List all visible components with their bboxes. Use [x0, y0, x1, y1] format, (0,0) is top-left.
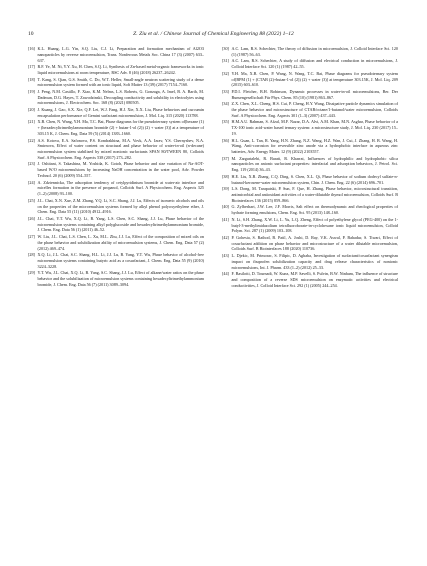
reference-item	[28, 252, 204, 269]
reference-text: H.E. Liu, X.R. Zhang, C.Q. Ding, S. Chen, X.L. Qi, Phase behavior of sodium dodecyl sulfate-n-butanol-kerosene-water microemulsion system, Chin. J. Chem. Eng. 22 (6) (2014) 696–701.	[231, 173, 398, 185]
reference-item	[28, 161, 204, 178]
reference-item	[222, 89, 398, 101]
reference-item	[222, 271, 398, 288]
reference-item	[222, 235, 398, 252]
reference-item	[28, 216, 204, 233]
reference-item	[28, 64, 204, 76]
reference-number: [20]	[28, 107, 35, 113]
reference-item	[28, 107, 204, 119]
reference-number: [32]	[222, 70, 229, 76]
references-right-column	[222, 46, 398, 289]
reference-number: [41]	[222, 216, 229, 222]
reference-item	[28, 77, 204, 89]
reference-item	[222, 58, 398, 70]
reference-number: [18]	[28, 76, 35, 82]
reference-text: J. Oshitani, S. Takashina, M. Yoshida, K. Gotoh, Phase behavior and size variation of Na-AOT-based W/O microemulsions by increasing NaOH concentration in the water pool, Adv. Powder Technol. 20 (6) (2009) 554–557.	[37, 161, 204, 178]
reference-number: [31]	[222, 58, 229, 64]
reference-text: J.L. Chai, Y.T. Wu, X.Q. Li, B. Yang, L.S. Chen, S.C. Shang, J.J. Lu, Phase behavior of the microemulsion systems containing alkyl polyglucoside and hexadecyltrimethylammonium bromide, J. Chem. Eng. Data 56 (1) (2011) 46–52.	[37, 215, 204, 233]
references-left-column	[28, 46, 204, 288]
reference-number: [39]	[222, 186, 229, 192]
reference-number: [35]	[222, 119, 229, 125]
reference-item	[28, 119, 204, 136]
reference-number: [38]	[222, 173, 229, 179]
reference-text: X.Q. Li, J.L. Chai, S.C. Shang, H.L. Li, J.J. Lu, B. Yang, Y.T. Wu, Phase behavior of alcohol-free microemulsion systems containing butyric acid as a cosurfactant, J. Chem. Eng. Data 55 (9) (2010) 3224–3228.	[37, 252, 204, 269]
reference-text: J.L. Chai, X.N. Xue, Z.M. Zhang, Y.Q. Li, S.C. Shang, J.J. Lu, Effects of isomeric alcohols and oils on the properties of the microemulsion systems formed by alkyl phenol polyoxyethylene ether, J. Chem. Eng. Data 55 (11) (2010) 4912–4916.	[37, 197, 204, 215]
reference-item	[222, 71, 398, 88]
reference-item	[28, 138, 204, 161]
reference-text: H.M.A.U. Rahman, S. Afzal, M.F. Nazar, D.A. Alvi, A.M. Khan, M.N. Asghar, Phase behavior of a TX-100 ionic acid-water based ternary system: a microstructure study, J. Mol. Liq. 230 (2017) 15–19.	[231, 119, 398, 136]
reference-item	[28, 198, 204, 215]
reference-text: A.C. Lam, R.S. Schechter, A study of diffusion and electrical conduction in microemulsions, J. Colloid Interface Sci. 120 (1) (1987) 42–55.	[231, 58, 398, 70]
reference-number: [21]	[28, 119, 35, 125]
reference-text: A.S. Kotova, E.A. Safonova, P.S. Kondrakhina, M.A. Vovk, A.A. Izrav, Y.S. Chernyshev, N.A. Smirnova, Effect of water content on structural and phase behavior of water-in-oil (n-decane) microemulsion system stabilized by mixed nonionic surfactants SPAN 80/TWEEN 80, Colloids Surf. A Physicochem. Eng. Aspects 538 (2017) 273–282.	[37, 137, 204, 160]
reference-number: [40]	[222, 204, 229, 210]
reference-number: [28]	[28, 252, 35, 258]
reference-item	[28, 234, 204, 251]
reference-item	[222, 186, 398, 203]
reference-number: [23]	[28, 161, 35, 167]
reference-number: [42]	[222, 234, 229, 240]
reference-number: [25]	[28, 197, 35, 203]
reference-number: [44]	[222, 271, 229, 277]
page-header	[0, 30, 427, 40]
reference-number: [24]	[28, 179, 35, 185]
reference-item	[222, 138, 398, 155]
reference-number: [33]	[222, 88, 229, 94]
reference-text: H.L. Guan, L. Tan, R. Yang, H.N. Zhang, N.Z. Wang, H.Z. Wan, J. Cui, J. Zhang, H. B. Wang, H. Wang, Anti-corrosion for reversible zinc anode via a hydrophobic interface in aqueous zinc batteries, Adv. Energy Mater. 12 (9) (2022) 2103557.	[231, 137, 398, 155]
reference-text: K.L. Huang, L.G. Yin, S.Q. Liu, C.J. Li, Preparation and formation mechanism of Al2O3 nanoparticles by reverse microemulsion, Trans. Nonferrous Metals Soc. China 17 (3) (2007) 633–637.	[37, 46, 204, 63]
reference-text: T. Kang, S. Qian, G.S. Smith, C. Do, W.T. Heller, Small-angle neutron scattering study of a dense microemulsion system formed with an ionic liquid, Soft Matter 13 (39) (2017) 7154–7160.	[37, 76, 204, 88]
reference-number: [16]	[28, 46, 35, 51]
reference-text: J. Peng, N.M. Castillo, F. Xiao, K.M. Nelms, L.S. Roberts, G. Gonzaga, A. Imel, B. A. Barth, M. Dadmun, D.G. Hayes, T. Zawodzinski, Decoupling conductivity and solubility in electrolytes using microemulsions, J. Electrochem. Soc. 168 (8) (2021) 080505.	[37, 88, 204, 106]
reference-item	[222, 217, 398, 234]
reference-item	[222, 119, 398, 136]
reference-text: R.F. Ye, M. Ni, Y.Y. Xu, H. Chen, S.Q. Li, Synthesis of Zn-based metal-organic frameworks in ionic liquid microemulsions at room temperature, RSC Adv. 8 (46) (2018) 26237–26242.	[37, 64, 204, 75]
reference-number: [36]	[222, 137, 229, 143]
reference-text: Z.X. Chen, X.L. Cheng, H.S. Cui, P. Cheng, H.Y. Wang, Dissipative particle dynamics simulation of the phase behavior and microstructure of CTAB/octane/1-butanol/water microemulsion, Colloids Surf. A Physicochem. Eng. Aspects 301 (1–3) (2007) 437–443.	[231, 101, 398, 118]
reference-item	[222, 156, 398, 173]
reference-number: [43]	[222, 253, 229, 259]
reference-text: A. Zdziennicka, The adsorption tendency of cetylpyridinium bromide at water-air interface and micelles formation in the presence of propanol, Colloids Surf. A Physicochem. Eng. Aspects 325 (1–2) (2008) 93–100.	[37, 179, 204, 197]
reference-text: N. Li, S.H. Zhang, X.W. Li, L. Yu, L.Q. Zheng, Effect of polyethylene glycol (PEG-400) on the 1-butyl-3-methylimidazolium tetrafluoroborate-in-cyclohexane ionic liquid microemulsion, Colloid Polym. Sci. 287 (1) (2009) 103–108.	[231, 216, 398, 234]
reference-text: P.D.I. Fletcher, B.H. Robinson, Dynamic processes in water-in-oil microemulsions, Ber. Der Bunsengesellschaft Für Phys. Chem. 85 (10) (1981) 863–867.	[231, 88, 398, 100]
reference-text: J. Kuang, J. Gao, S.X. Xie, Q.F. Lei, W.J. Fang, H.J. Xie, X.X. Liu, Phase behaviors and curcumin encapsulation performance of Gemini surfactant microemulsion, J. Mol. Liq. 315 (2020) 113788.	[37, 107, 204, 118]
reference-item	[28, 46, 204, 63]
reference-item	[222, 46, 398, 58]
reference-text: F. Basilotti, D. Tournadi, W. Kunz, M.P. Savelli, S. Pulvin, B.W. Ninham, The influence of structure and composition of a reverse SDS microemulsion on enzymatic activities and electrical conductivities, J. Colloid Interface Sci. 292 (1) (2005) 244–254.	[231, 271, 398, 288]
reference-number: [30]	[222, 46, 229, 51]
reference-number: [29]	[28, 270, 35, 276]
reference-number: [26]	[28, 215, 35, 221]
page-number: 10	[28, 31, 34, 37]
reference-number: [34]	[222, 101, 229, 107]
reference-item	[222, 204, 398, 216]
reference-text: A.C. Lam, R.S. Schechter, The theory of diffusion in microemulsion, J. Colloid Interface Sci. 120 (1) (1987) 56–63.	[231, 46, 398, 57]
reference-number: [22]	[28, 137, 35, 143]
reference-number: [37]	[222, 155, 229, 161]
reference-text: Y.H. Ma, X.B. Chen, P. Wang, N. Wang, T.C. Bai, Phase diagrams for pseudoternary system of[BPM (1) + (CTAB (2)+butan-1-ol (2)) (2) + water (3)] at temperature 303.15K, J. Mol. Liq. 209 (2015) 603–610.	[231, 70, 398, 88]
reference-text: X.B. Chen, N. Wang, Y.H. Ma, T.C. Bai, Phase diagrams for the pseudoternary system of[hexane (1) + (hexadecyltrimethylammonium bromide (2) + butan-1-ol (2)) (2) + water (3)] at a temperature of 303.15 K, J. Chem. Eng. Data 59 (5) (2014) 1383–1660.	[37, 119, 204, 136]
reference-number: [17]	[28, 64, 35, 70]
reference-item	[28, 89, 204, 106]
reference-number: [27]	[28, 234, 35, 240]
reference-item	[28, 270, 204, 287]
reference-text: L.S. Dong, M. Tarapatski, P. Sun, F. Que, H. Zhang, Phase behavior, microstructural transition, antimicrobial and antioxidant activities of a water-dilutable thymol microemulsion, Colloids Surf. B Biointerfaces 136 (2015) 859–866.	[231, 186, 398, 203]
reference-text: P. Gohesia, S. Rathod, B. Patil, A. Joshi, D. Ray, V.K. Aswal, P. Bahadur, S. Tiwari, Effect of cosurfactant addition on phase behavior and microstructure of a water dilutable microemulsion, Colloids Surf. B Biointerfaces 188 (2020) 110736.	[231, 234, 398, 252]
running-head: Z. Ziu et al. / Chinese Journal of Chemical Engineering 88 (2022) 1–12	[133, 31, 294, 37]
reference-text: G. Zylberhart, J.W. Lee, J.F. Morris, Salt effect on thermodynamic and rheological properties of hydrate forming emulsions, Chem. Eng. Sci. 95 (2013) 148–160.	[231, 204, 398, 216]
reference-item	[28, 180, 204, 197]
reference-number: [19]	[28, 88, 35, 94]
reference-item	[222, 101, 398, 118]
reference-item	[222, 253, 398, 270]
reference-text: M. Zargartalebi, R. Barati, R. Kharrat, Influences of hydrophilic and hydrophobic silica nanoparticles on anionic surfactant properties: interfacial and adsorption behaviors, J. Petrol. Sci. Eng. 119 (2014) 36–43.	[231, 155, 398, 173]
reference-item	[222, 174, 398, 186]
reference-text: Y.T. Wu, J.L. Chai, X.Q. Li, B. Yang, S.C. Shang, J.J. Lu, Effect of alkane/water ratios on the phase behavior and the solubilization of microemulsion systems containing hexadecyltrimethylammonium bromide, J. Chem. Eng. Data 56 (7) (2011) 3089–3094.	[37, 270, 204, 287]
reference-text: W. Liu, J.L. Chai, L.S. Chen, L. Xu, M.L. Zhu, J.J. Lu, Effect of the composition of mixed oils on the phase behavior and solubilization ability of microemulsion systems, J. Chem. Eng. Data 57 (2) (2012) 469–474.	[37, 234, 204, 251]
reference-text: L. Djekic, M. Primorac, S. Filipic, D. Agbaba, Investigation of surfactant/cosurfactant synergism impact on ibuprofen solubilization capacity and drug release characteristics of nonionic microemulsions, Int. J. Pharm. 433 (1–2) (2012) 25–33.	[231, 253, 398, 270]
